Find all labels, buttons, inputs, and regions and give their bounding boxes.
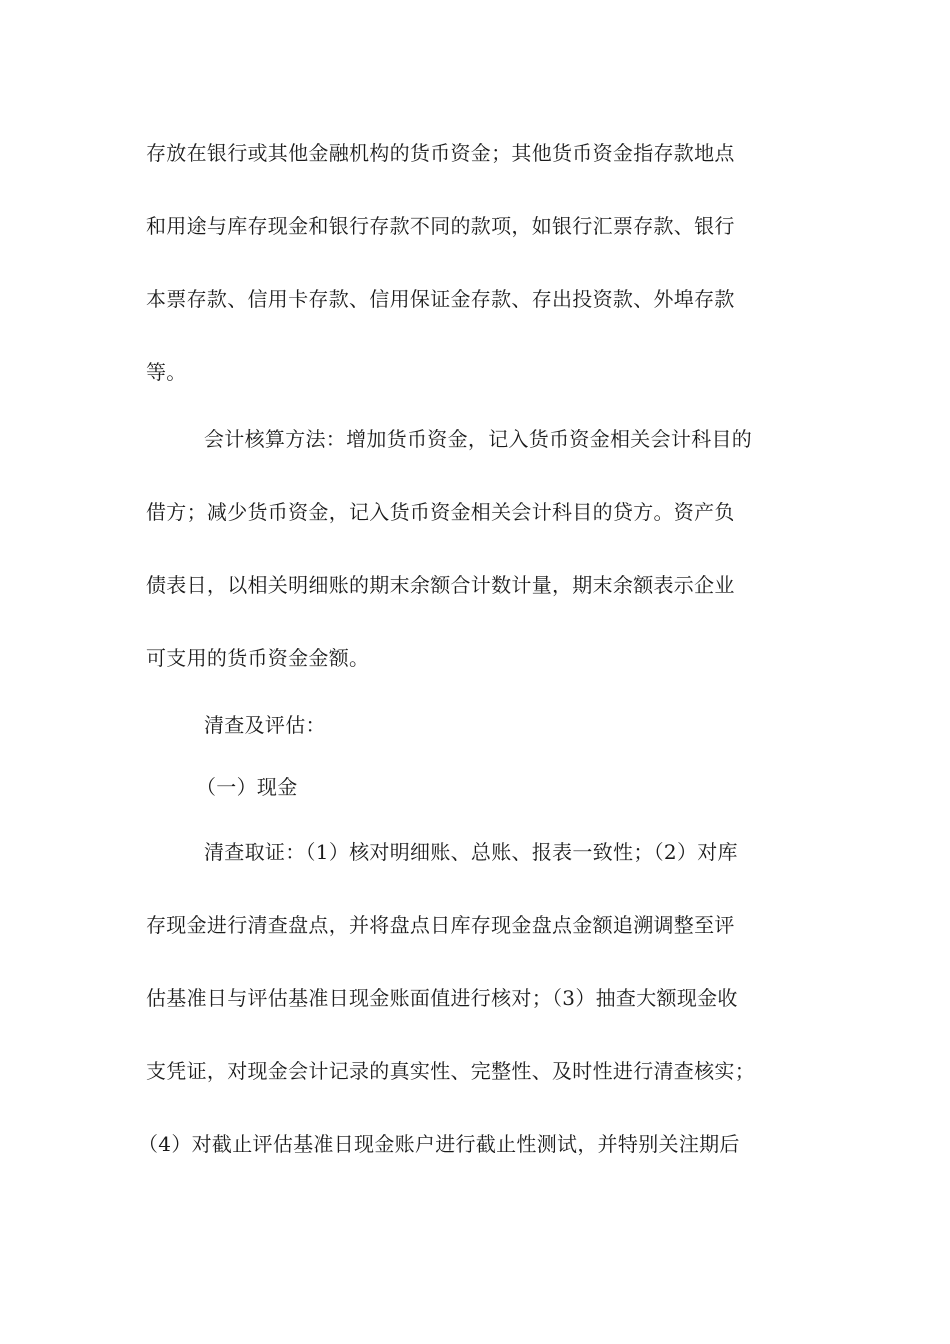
paragraph-line-3: 本票存款、信用卡存款、信用保证金存款、存出投资款、外埠存款 (146, 287, 735, 311)
subsection-heading: （一）现金 (196, 775, 298, 799)
paragraph-line-13: 估基准日与评估基准日现金账面值进行核对；（3）抽查大额现金收 (146, 986, 738, 1010)
paragraph-line-2: 和用途与库存现金和银行存款不同的款项，如银行汇票存款、银行 (146, 214, 735, 238)
paragraph-line-7: 债表日，以相关明细账的期末余额合计数计量，期末余额表示企业 (146, 573, 735, 597)
paragraph-line-6: 借方；减少货币资金，记入货币资金相关会计科目的贷方。资产负 (146, 500, 735, 524)
paragraph-line-5: 会计核算方法：增加货币资金，记入货币资金相关会计科目的 (204, 427, 753, 451)
paragraph-line-1: 存放在银行或其他金融机构的货币资金；其他货币资金指存款地点 (146, 141, 735, 165)
paragraph-line-11: 清查取证：（1）核对明细账、总账、报表一致性；（2）对库 (204, 840, 738, 864)
section-heading: 清查及评估： (204, 713, 326, 737)
paragraph-line-15: （4）对截止评估基准日现金账户进行截止性测试，并特别关注期后 (138, 1132, 740, 1156)
paragraph-line-12: 存现金进行清查盘点，并将盘点日库存现金盘点金额追溯调整至评 (146, 913, 735, 937)
paragraph-line-8: 可支用的货币资金金额。 (146, 646, 370, 670)
paragraph-line-4: 等。 (146, 360, 187, 384)
paragraph-line-14: 支凭证，对现金会计记录的真实性、完整性、及时性进行清查核实； (146, 1059, 755, 1083)
